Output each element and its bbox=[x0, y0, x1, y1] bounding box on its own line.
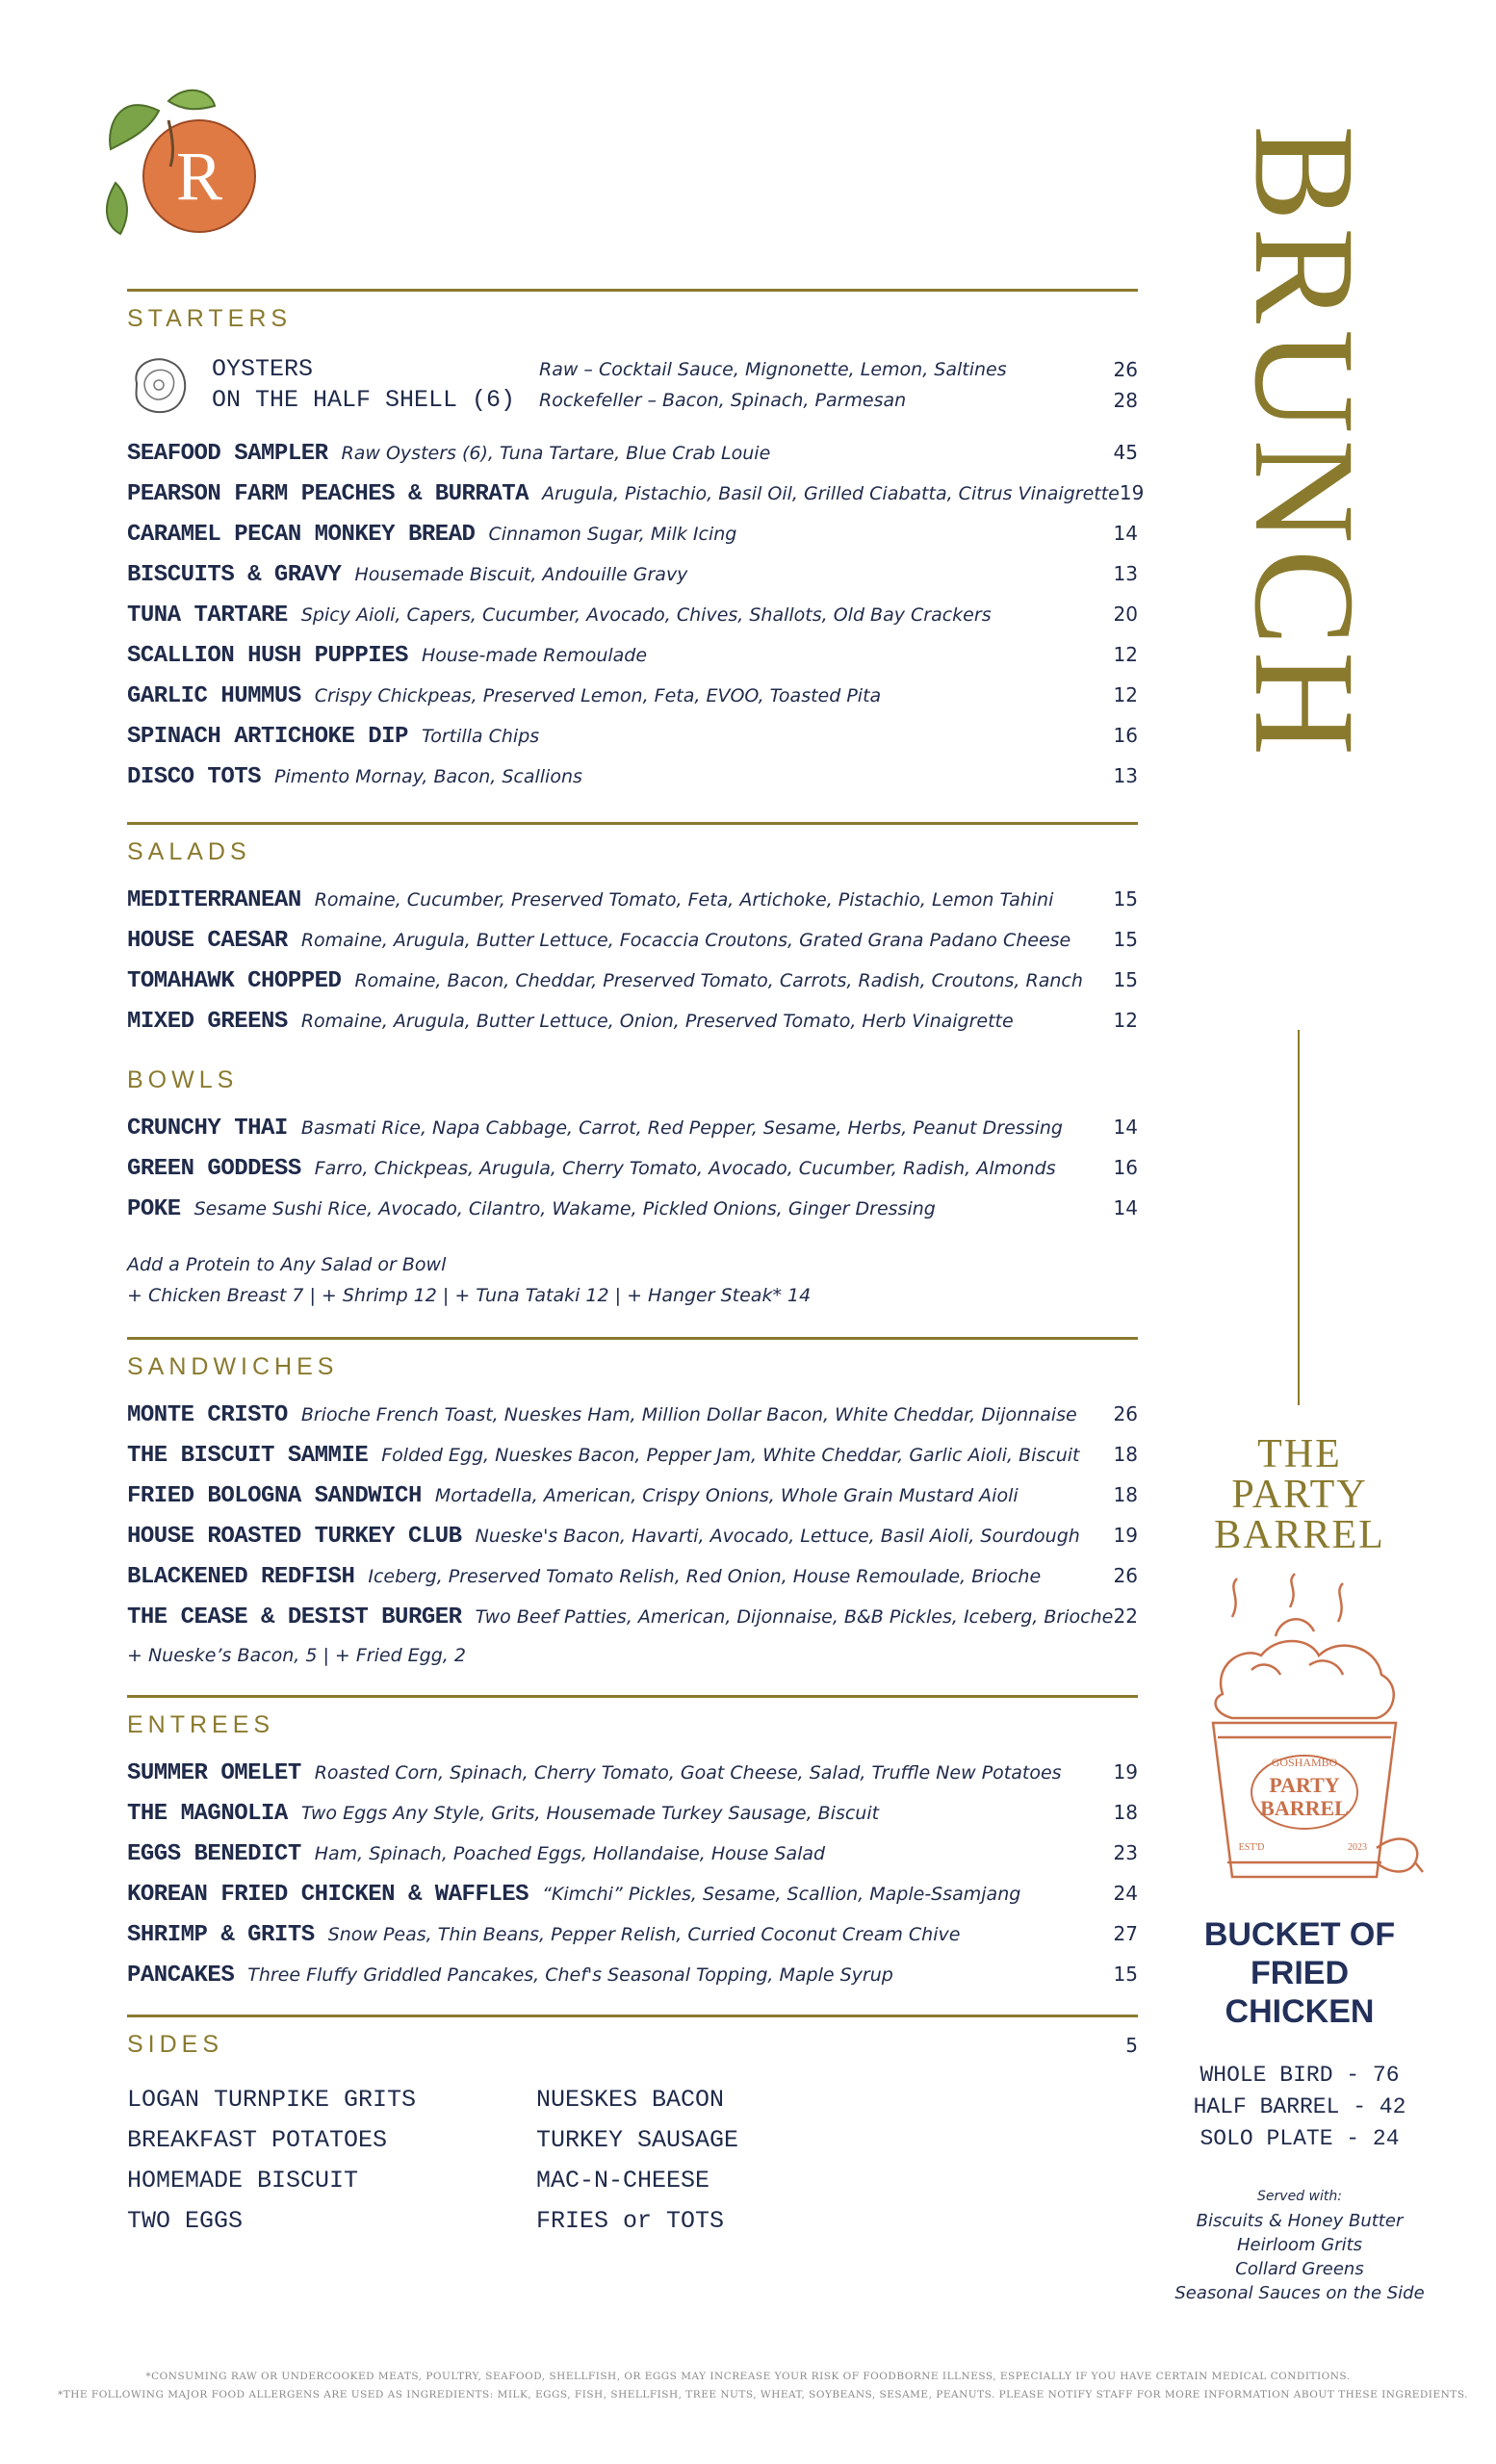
item-price: 18 bbox=[1113, 1443, 1138, 1466]
side-item: BREAKFAST POTATOES bbox=[127, 2126, 388, 2154]
peach-logo-icon bbox=[101, 82, 265, 241]
menu-item bbox=[127, 683, 1138, 724]
item-name: PANCAKES bbox=[127, 1963, 235, 1989]
item-description: Cinnamon Sugar, Milk Icing bbox=[488, 524, 737, 545]
item-name: TOMAHAWK CHOPPED bbox=[127, 968, 342, 994]
item-price: 26 bbox=[1113, 1564, 1138, 1587]
bucket-label-top: GOSHAMBO bbox=[1271, 1756, 1338, 1769]
item-price: 19 bbox=[1113, 1760, 1138, 1784]
chicken-bucket-illustration bbox=[1184, 1578, 1425, 1906]
item-price: 22 bbox=[1113, 1604, 1138, 1628]
item-description: Arugula, Pistachio, Basil Oil, Grilled Ciabatta, Citrus Vinaigrette bbox=[542, 483, 1120, 504]
served-with-label: Served with: bbox=[1257, 2189, 1342, 2204]
menu-item bbox=[127, 1524, 1138, 1564]
brunch-title-text: BRUNCH bbox=[1225, 125, 1384, 762]
item-name: GREEN GODDESS bbox=[127, 1156, 301, 1182]
bucket-price-line: HALF BARREL - 42 bbox=[1193, 2094, 1406, 2119]
item-name: CRUNCHY THAI bbox=[127, 1116, 288, 1142]
footer-line: *CONSUMING RAW OR UNDERCOOKED MEATS, POULTRY, SEAFOOD, SHELLFISH, OR EGGS MAY INCREASE YOUR RISK OF FOODBORNE ILLNESS, ESPECIALLY IF YOU HAVE CERTAIN MEDICAL CONDITIONS. bbox=[145, 2371, 1351, 2382]
served-with bbox=[1174, 2185, 1425, 2305]
oysters-option-price: 26 bbox=[1113, 358, 1138, 381]
item-name: PEARSON FARM PEACHES & BURRATA bbox=[127, 481, 529, 507]
oysters-option-price: 28 bbox=[1113, 389, 1138, 412]
bucket-heading-line: CHICKEN bbox=[1225, 1993, 1375, 2030]
oysters-name-line2: ON THE HALF SHELL (6) bbox=[212, 386, 516, 414]
section-title-starters: STARTERS bbox=[127, 305, 293, 332]
brunch-vertical-title bbox=[1225, 106, 1384, 1068]
section-title-salads: SALADS bbox=[127, 838, 251, 865]
item-description: Basmati Rice, Napa Cabbage, Carrot, Red Pepper, Sesame, Herbs, Peanut Dressing bbox=[300, 1117, 1063, 1139]
oysters-name-line1: OYSTERS bbox=[212, 355, 314, 383]
item-price: 14 bbox=[1113, 522, 1138, 545]
item-price: 19 bbox=[1119, 481, 1145, 504]
item-price: 16 bbox=[1113, 1156, 1138, 1179]
sandwich-addon-note: + Nueske’s Bacon, 5 | + Fried Egg, 2 bbox=[127, 1645, 466, 1666]
bucket-heading-line: FRIED bbox=[1251, 1955, 1349, 1991]
item-name: EGGS BENEDICT bbox=[127, 1841, 301, 1867]
section-title-entrees: ENTREES bbox=[127, 1711, 275, 1738]
item-price: 12 bbox=[1113, 1009, 1138, 1032]
oyster-icon bbox=[127, 354, 194, 420]
side-item: HOMEMADE BISCUIT bbox=[127, 2167, 359, 2194]
item-name: MEDITERRANEAN bbox=[127, 887, 301, 913]
served-with-item: Seasonal Sauces on the Side bbox=[1174, 2283, 1425, 2303]
starters-list bbox=[127, 441, 1145, 805]
side-item: FRIES or TOTS bbox=[536, 2207, 725, 2235]
sides-list bbox=[127, 2080, 1138, 2242]
item-description: Romaine, Arugula, Butter Lettuce, Focaccia Croutons, Grated Grana Padano Cheese bbox=[300, 930, 1071, 951]
item-name: POKE bbox=[127, 1196, 181, 1222]
item-price: 24 bbox=[1113, 1882, 1138, 1905]
item-description: Tortilla Chips bbox=[421, 726, 540, 747]
side-item: NUESKES BACON bbox=[536, 2086, 725, 2114]
item-description: Snow Peas, Thin Beans, Pepper Relish, Curried Coconut Cream Chive bbox=[327, 1924, 961, 1945]
item-description: Crispy Chickpeas, Preserved Lemon, Feta, EVOO, Toasted Pita bbox=[314, 685, 882, 706]
addon-note-line2: + Chicken Breast 7 | + Shrimp 12 | + Tuna Tataki 12 | + Hanger Steak* 14 bbox=[127, 1285, 812, 1306]
sides-header bbox=[127, 2017, 1138, 2080]
item-name: BISCUITS & GRAVY bbox=[127, 562, 342, 588]
restaurant-logo bbox=[101, 82, 265, 241]
footer-line: *THE FOLLOWING MAJOR FOOD ALLERGENS ARE USED AS INGREDIENTS: MILK, EGGS, FISH, SHELLFISH, TREE NUTS, WHEAT, SOYBEANS, SESAME, PEANUTS. PLEASE NOTIFY STAFF FOR MORE INFORMATION ABOUT THESE INGREDIENTS. bbox=[58, 2389, 1468, 2400]
item-description: Folded Egg, Nueskes Bacon, Pepper Jam, White Cheddar, Garlic Aioli, Biscuit bbox=[381, 1445, 1080, 1466]
bucket-price-line: SOLO PLATE - 24 bbox=[1199, 2126, 1400, 2151]
item-description: Raw Oysters (6), Tuna Tartare, Blue Crab Louie bbox=[341, 443, 771, 464]
item-description: Three Fluffy Griddled Pancakes, Chef's Seasonal Topping, Maple Syrup bbox=[247, 1964, 893, 1986]
item-price: 15 bbox=[1113, 968, 1138, 991]
item-price: 19 bbox=[1113, 1524, 1138, 1547]
item-description: House-made Remoulade bbox=[421, 645, 648, 666]
item-name: GARLIC HUMMUS bbox=[127, 683, 301, 709]
item-name: TUNA TARTARE bbox=[127, 603, 288, 629]
item-name: THE BISCUIT SAMMIE bbox=[127, 1443, 369, 1469]
served-with-item: Collard Greens bbox=[1235, 2259, 1364, 2279]
logo-letter: R bbox=[175, 138, 223, 215]
party-title-line: PARTY bbox=[1231, 1473, 1368, 1517]
item-name: CARAMEL PECAN MONKEY BREAD bbox=[127, 522, 476, 548]
item-description: Two Eggs Any Style, Grits, Housemade Turkey Sausage, Biscuit bbox=[300, 1803, 880, 1824]
menu-item bbox=[127, 603, 1138, 643]
item-price: 23 bbox=[1113, 1841, 1138, 1864]
item-price: 12 bbox=[1113, 683, 1138, 706]
salads-list bbox=[127, 887, 1138, 1049]
item-name: BLACKENED REDFISH bbox=[127, 1564, 355, 1590]
item-name: THE CEASE & DESIST BURGER bbox=[127, 1604, 462, 1630]
item-description: Mortadella, American, Crispy Onions, Whole Grain Mustard Aioli bbox=[434, 1485, 1019, 1506]
menu-item bbox=[127, 1443, 1138, 1483]
allergen-footer bbox=[58, 2368, 1468, 2404]
menu-item bbox=[127, 1116, 1138, 1156]
item-name: HOUSE ROASTED TURKEY CLUB bbox=[127, 1524, 462, 1550]
section-divider bbox=[127, 1337, 1138, 1340]
oysters-name bbox=[212, 354, 539, 420]
served-with-item: Heirloom Grits bbox=[1236, 2235, 1363, 2255]
bowls-list bbox=[127, 1116, 1138, 1237]
item-price: 45 bbox=[1113, 441, 1138, 464]
item-price: 15 bbox=[1113, 928, 1138, 951]
bucket-heading bbox=[1184, 1915, 1415, 2031]
menu-item bbox=[127, 643, 1138, 683]
item-description: Roasted Corn, Spinach, Cherry Tomato, Goat Cheese, Salad, Truffle New Potatoes bbox=[314, 1762, 1062, 1784]
menu-item bbox=[127, 1196, 1138, 1237]
item-price: 27 bbox=[1113, 1922, 1138, 1945]
bucket-prices bbox=[1184, 2060, 1415, 2155]
item-price: 15 bbox=[1113, 1963, 1138, 1986]
menu-item bbox=[127, 724, 1138, 764]
party-title-line: THE bbox=[1257, 1432, 1342, 1476]
item-description: Pimento Mornay, Bacon, Scallions bbox=[274, 766, 582, 787]
side-item: TURKEY SAUSAGE bbox=[536, 2126, 739, 2154]
item-price: 26 bbox=[1113, 1402, 1138, 1425]
menu-item bbox=[127, 1604, 1138, 1645]
oysters-item bbox=[127, 354, 1138, 420]
party-title-line: BARREL bbox=[1214, 1513, 1385, 1557]
menu-item bbox=[127, 1922, 1138, 1963]
item-name: MIXED GREENS bbox=[127, 1009, 288, 1035]
item-price: 12 bbox=[1113, 643, 1138, 666]
bucket-label-main: PARTY bbox=[1269, 1773, 1340, 1797]
item-name: SPINACH ARTICHOKE DIP bbox=[127, 724, 408, 750]
menu-item bbox=[127, 1882, 1138, 1922]
item-price: 14 bbox=[1113, 1116, 1138, 1139]
oysters-option-desc: Raw – Cocktail Sauce, Mignonette, Lemon, Saltines bbox=[539, 359, 1007, 380]
item-description: Sesame Sushi Rice, Avocado, Cilantro, Wakame, Pickled Onions, Ginger Dressing bbox=[193, 1198, 936, 1219]
item-name: SUMMER OMELET bbox=[127, 1760, 301, 1786]
section-divider bbox=[127, 289, 1138, 292]
sandwiches-list bbox=[127, 1402, 1138, 1645]
item-price: 20 bbox=[1113, 603, 1138, 626]
menu-item bbox=[127, 481, 1145, 522]
served-with-item: Biscuits & Honey Butter bbox=[1196, 2211, 1404, 2231]
item-description: Brioche French Toast, Nueskes Ham, Million Dollar Bacon, White Cheddar, Dijonnaise bbox=[300, 1404, 1077, 1425]
item-description: Iceberg, Preserved Tomato Relish, Red Onion, House Remoulade, Brioche bbox=[368, 1566, 1042, 1587]
item-name: HOUSE CAESAR bbox=[127, 928, 288, 954]
side-item: LOGAN TURNPIKE GRITS bbox=[127, 2086, 417, 2114]
menu-item bbox=[127, 1564, 1138, 1604]
item-price: 16 bbox=[1113, 724, 1138, 747]
item-name: DISCO TOTS bbox=[127, 764, 262, 790]
bucket-year-right: 2023 bbox=[1348, 1842, 1367, 1853]
item-description: Spicy Aioli, Capers, Cucumber, Avocado, Chives, Shallots, Old Bay Crackers bbox=[300, 604, 992, 626]
item-name: THE MAGNOLIA bbox=[127, 1801, 288, 1827]
item-name: SHRIMP & GRITS bbox=[127, 1922, 315, 1948]
item-price: 18 bbox=[1113, 1483, 1138, 1506]
item-description: Two Beef Patties, American, Dijonnaise, B&B Pickles, Iceberg, Brioche bbox=[475, 1606, 1114, 1628]
menu-item bbox=[127, 1760, 1138, 1801]
item-name: FRIED BOLOGNA SANDWICH bbox=[127, 1483, 422, 1509]
section-divider bbox=[127, 822, 1138, 825]
item-price: 13 bbox=[1113, 764, 1138, 787]
menu-item bbox=[127, 1963, 1138, 2003]
menu-item bbox=[127, 562, 1138, 603]
bucket-label-main: BARREL bbox=[1260, 1796, 1349, 1820]
item-description: Farro, Chickpeas, Arugula, Cherry Tomato, Avocado, Cucumber, Radish, Almonds bbox=[314, 1158, 1056, 1179]
menu-item bbox=[127, 1156, 1138, 1196]
side-item: MAC-N-CHEESE bbox=[536, 2167, 710, 2194]
item-name: SEAFOOD SAMPLER bbox=[127, 441, 328, 467]
vertical-divider bbox=[1298, 1030, 1300, 1405]
protein-addon-note bbox=[127, 1254, 1138, 1316]
menu-item bbox=[127, 1402, 1138, 1443]
addon-note-line1: Add a Protein to Any Salad or Bowl bbox=[127, 1254, 447, 1275]
bucket-price-line: WHOLE BIRD - 76 bbox=[1199, 2063, 1400, 2088]
oysters-option-desc: Rockefeller – Bacon, Spinach, Parmesan bbox=[539, 390, 907, 411]
oysters-options bbox=[539, 354, 1080, 420]
item-description: Romaine, Cucumber, Preserved Tomato, Feta, Artichoke, Pistachio, Lemon Tahini bbox=[314, 889, 1054, 911]
menu-item bbox=[127, 1009, 1138, 1049]
item-description: Nueske's Bacon, Havarti, Avocado, Lettuce, Basil Aioli, Sourdough bbox=[475, 1526, 1080, 1547]
item-description: Ham, Spinach, Poached Eggs, Hollandaise, House Salad bbox=[314, 1843, 826, 1864]
section-title-bowls: BOWLS bbox=[127, 1066, 239, 1093]
item-price: 15 bbox=[1113, 887, 1138, 911]
bucket-heading-line: BUCKET OF bbox=[1203, 1916, 1396, 1953]
menu-item bbox=[127, 887, 1138, 928]
menu-item bbox=[127, 968, 1138, 1009]
menu-item bbox=[127, 1801, 1138, 1841]
section-title-sandwiches: SANDWICHES bbox=[127, 1353, 339, 1380]
item-description: Romaine, Bacon, Cheddar, Preserved Tomato, Carrots, Radish, Croutons, Ranch bbox=[354, 970, 1083, 991]
bucket-year-left: EST'D bbox=[1238, 1842, 1265, 1853]
item-name: MONTE CRISTO bbox=[127, 1402, 288, 1428]
party-barrel-title bbox=[1184, 1434, 1415, 1555]
item-description: Romaine, Arugula, Butter Lettuce, Onion, Preserved Tomato, Herb Vinaigrette bbox=[300, 1011, 1014, 1032]
item-price: 18 bbox=[1113, 1801, 1138, 1824]
oysters-prices bbox=[1080, 354, 1138, 420]
menu-main-column bbox=[127, 289, 1145, 2242]
item-name: SCALLION HUSH PUPPIES bbox=[127, 643, 408, 669]
menu-item bbox=[127, 764, 1138, 805]
entrees-list bbox=[127, 1760, 1138, 2003]
side-item: TWO EGGS bbox=[127, 2207, 244, 2235]
item-description: “Kimchi” Pickles, Sesame, Scallion, Maple-Ssamjang bbox=[542, 1884, 1021, 1905]
item-name: KOREAN FRIED CHICKEN & WAFFLES bbox=[127, 1882, 529, 1908]
item-price: 13 bbox=[1113, 562, 1138, 585]
item-price: 14 bbox=[1113, 1196, 1138, 1219]
menu-item bbox=[127, 1483, 1138, 1524]
menu-item bbox=[127, 441, 1138, 481]
menu-item bbox=[127, 522, 1138, 562]
section-title-sides: SIDES bbox=[127, 2031, 224, 2058]
sides-price: 5 bbox=[1125, 2034, 1138, 2057]
item-description: Housemade Biscuit, Andouille Gravy bbox=[354, 564, 688, 585]
menu-item bbox=[127, 1841, 1138, 1882]
section-divider bbox=[127, 1695, 1138, 1698]
menu-item bbox=[127, 928, 1138, 968]
